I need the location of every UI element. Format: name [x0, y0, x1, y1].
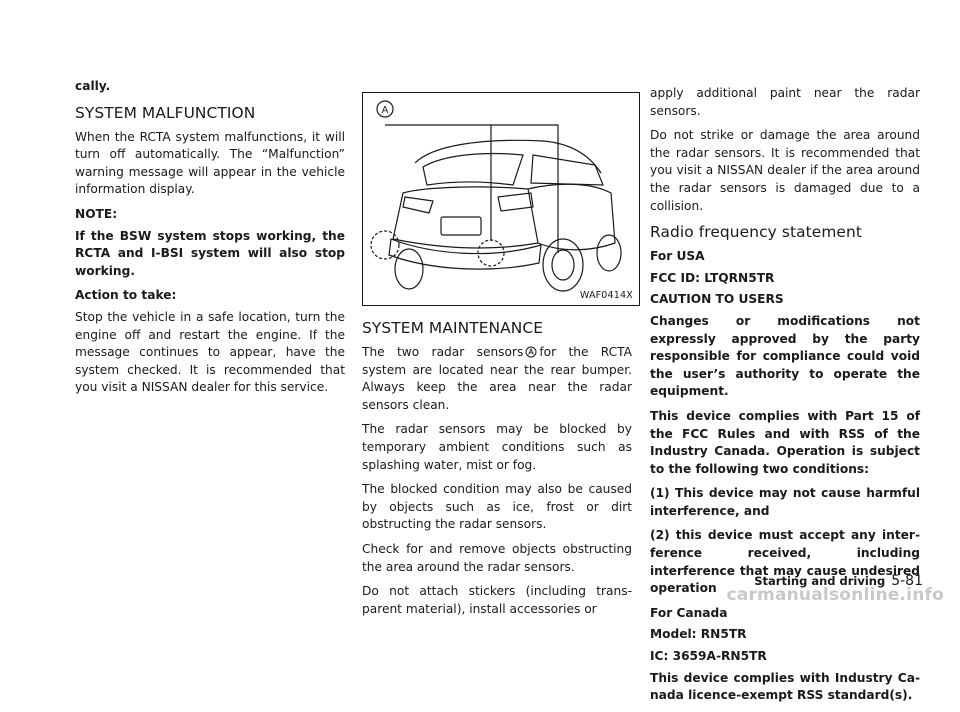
changes-paragraph: Changes or modifications not expressly approved by the party responsible for compliance could void the user’s authority to operate the equipment. — [650, 313, 920, 399]
continued-text: cally. — [75, 79, 111, 93]
p1-before: The two radar sensors — [362, 345, 524, 359]
page-number: 5-81 — [891, 573, 923, 589]
section-name: Starting and driving — [754, 574, 886, 588]
caution-to-users: CAUTION TO USERS — [650, 292, 784, 307]
note-label: NOTE: — [75, 206, 118, 221]
heading-system-maintenance: SYSTEM MAINTENANCE — [362, 319, 544, 337]
callout-a-label: A — [381, 105, 389, 116]
p1-after: for the RCTA system are located near the rear bumper. Always keep the area near the radar sensors clean. — [362, 345, 632, 412]
suv-rear-illustration — [363, 93, 639, 305]
maintenance-paragraph-5: Do not attach stickers (including transparent material), install accessories or — [362, 584, 632, 616]
continued-paragraph: apply additional paint near the radar sensors. — [650, 86, 920, 118]
column-left — [75, 78, 345, 404]
condition-2: (2) this device must accept any interference received, including interference that may cause undesired operation — [650, 528, 920, 596]
fcc-id: FCC ID: LTQRN5TR — [650, 270, 775, 285]
malfunction-paragraph: When the RCTA system malfunctions, it will turn off automatically. The “Malfunction” warning message will appear in the vehicle information display. — [75, 129, 345, 197]
left-radar-sensor-marker — [371, 231, 399, 259]
watermark: carmanualsonline.info — [726, 585, 944, 605]
column-middle — [362, 315, 632, 625]
maintenance-paragraph-3: The blocked condition may also be caused by objects such as ice, frost or dirt obstructing the radar sensors. — [362, 482, 632, 532]
maintenance-paragraph-2: The radar sensors may be blocked by temporary ambient conditions such as splashing water, mist or fog. — [362, 422, 632, 472]
heading-radio-frequency: Radio frequency statement — [650, 223, 862, 242]
maintenance-paragraph-1 — [362, 344, 632, 414]
for-canada: For Canada — [650, 605, 728, 620]
action-label: Action to take: — [75, 288, 177, 303]
model: Model: RN5TR — [650, 627, 747, 642]
figure-code: WAF0414X — [579, 290, 633, 301]
note-text: If the BSW system stops working, the RCTA and I-BSI system will also stop working. — [75, 228, 345, 278]
maintenance-paragraph-4: Check for and remove objects obstructing the area around the radar sensors. — [362, 541, 632, 574]
condition-1: (1) This device may not cause harmful interference, and — [650, 486, 920, 518]
column-right — [650, 85, 920, 712]
strike-paragraph: Do not strike or damage the area around the radar sensors. It is recommended that you visit a NISSAN dealer if the area around the radar sensors is damaged due to a collision. — [650, 128, 920, 213]
action-text: Stop the vehicle in a safe location, turn the engine off and restart the engine. If the message continues to appear, have the system checked. It is recommended that you visit a NISSAN dealer for this service. — [75, 309, 345, 395]
complies-paragraph: This device complies with Part 15 of the FCC Rules and with RSS of the Industry Canada. Operation is subject to the following two conditions: — [650, 408, 920, 476]
for-usa: For USA — [650, 249, 705, 264]
heading-system-malfunction: SYSTEM MALFUNCTION — [75, 103, 256, 122]
ic-complies-paragraph: This device complies with Industry Canada licence-exempt RSS standard(s). — [650, 670, 920, 703]
callout-a-icon — [525, 346, 537, 358]
radar-sensor-figure — [362, 92, 640, 306]
ic-number: IC: 3659A-RN5TR — [650, 649, 767, 664]
